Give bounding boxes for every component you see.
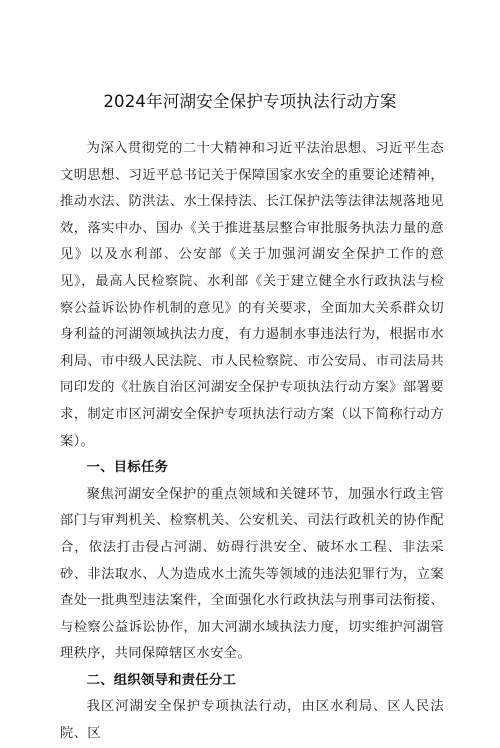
intro-paragraph: 为深入贯彻党的二十大精神和习近平法治思想、习近平生态文明思想、习近平总书记关于保障国家水安全的重要论述精神，推动水法、防洪法、水土保持法、长江保护法等法律法规落地见效，落实中办、国办《关于推进基层整合审批服务执法力量的意见》以及水利部、公安部《关于加强河湖安全保护工作的意见》，最高人民检察院、水利部《关于建立健全水行政执法与检察公益诉讼协作机制的意见》的有关要求，全面加大关系群众切身利益的河湖领域执法力度，有力遏制水事违法行为，根据市水利局、市中级人民法院、市人民检察院、市公安局、市司法局共同印发的《壮族自治区河湖安全保护专项执法行动方案》部署要求，制定市区河湖安全保护专项执法行动方案（以下简称行动方案）。 [60, 141, 444, 449]
section-heading-organization: 二、组织领导和责任分工 [86, 672, 237, 688]
section-heading-goals: 一、目标任务 [86, 460, 169, 476]
document-title: 2024年河湖安全保护专项执法行动方案 [103, 92, 397, 111]
goals-paragraph: 聚焦河湖安全保护的重点领域和关键环节，加强水行政主管部门与审判机关、检察机关、公安机关、司法行政机关的协作配合，依法打击侵占河湖、妨碍行洪安全、破坏水工程、非法采砂、非法取水、人为造成水土流失等领域的违法犯罪行为，立案查处一批典型违法案件，全面强化水行政执法与刑事司法衔接、与检察公益诉讼协作，加大河湖水域执法力度，切实维护河湖管理秩序，共同保障辖区水安全。 [60, 486, 444, 662]
document-body [60, 136, 444, 748]
organization-paragraph: 我区河湖安全保护专项执法行动，由区水利局、区人民法院、区 [60, 699, 444, 742]
